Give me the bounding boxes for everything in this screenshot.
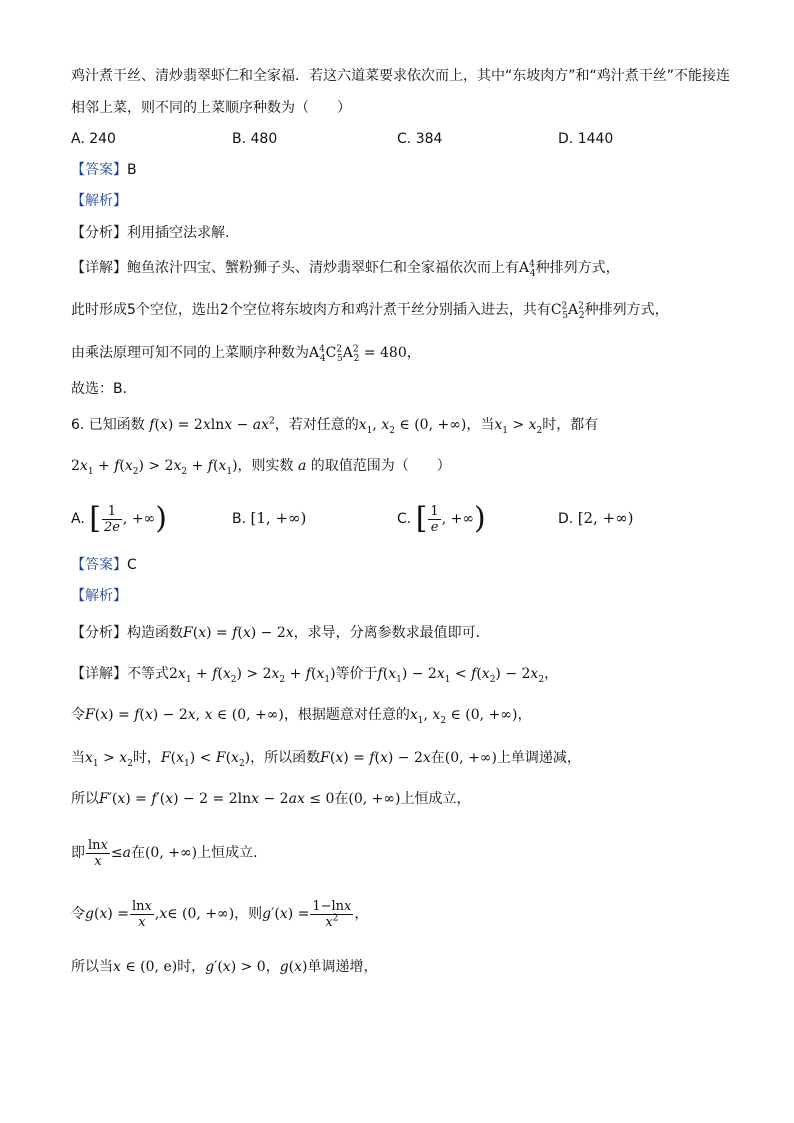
q5-xiangjie-line2: 此时形成5个空位，选出2个空位将东坡肉方和鸡汁煮干丝分别插入进去，共有$C^2_5A^2_2$种排列方式，	[71, 301, 669, 321]
q6-option-a: A. [ $\frac{1}{2e}$ , +∞ )	[71, 501, 167, 536]
q6-xiangjie-line4: 所以F′(x) = f′(x) − 2 = 2lnx − 2ax ≤ 0在(0, +∞)上恒成立，	[71, 791, 471, 807]
q5-option-c: C. 384	[397, 131, 443, 147]
q5-xiangjie-line3: 由乘法原理可知不同的上菜顺序种数为$A^4_4C^2_5A^2_2 = 480$，	[71, 344, 421, 364]
q6-xiangjie-line5: 即 $\frac{\ln x}{x}$ ≤ a 在 (0, +∞) 上恒成立．	[71, 837, 268, 869]
q6-stem-line2: $2x_1 + f(x_2) > 2x_2 + f(x_1)$，则实数 a 的取值范围为（ ）	[71, 458, 451, 477]
q5-stem-line2: 相邻上菜，则不同的上菜顺序种数为（ ）	[71, 100, 351, 116]
q5-option-a: A. 240	[71, 131, 116, 147]
q6-xiangjie-line7: 所以当x ∈ (0, e)时，g′(x) > 0，g(x)单调递增，	[71, 959, 378, 975]
q5-answer: 【答案】B	[71, 162, 137, 178]
q6-option-d: D. [2, +∞)	[558, 509, 634, 527]
q5-option-b: B. 480	[232, 131, 278, 147]
q5-option-d: D. 1440	[558, 131, 614, 147]
q5-stem-line1: 鸡汁煮干丝、清炒翡翠虾仁和全家福．若这六道菜要求依次而上，其中“东坡肉方”和“鸡汁煮干丝”不能接连	[71, 68, 731, 84]
q6-xiangjie-line2: 令F(x) = f(x) − 2x, x ∈ (0, +∞)，根据题意对任意的$x_1$, $x_2$ ∈ (0, +∞)，	[71, 707, 532, 726]
q6-fenxi: 【分析】构造函数F(x) = f(x) − 2x，求导，分离参数求最值即可．	[71, 625, 490, 641]
q6-option-c: C. [ $\frac{1}{e}$ , +∞ )	[397, 501, 486, 536]
q5-xiangjie-line1: 【详解】鲍鱼浓汁四宝、蟹粉狮子头、清炒翡翠虾仁和全家福依次而上有$A^4_4$种排列方式，	[71, 259, 620, 279]
q6-option-b: B. [1, +∞)	[232, 509, 307, 527]
q6-answer: 【答案】C	[71, 557, 137, 573]
q5-conclusion: 故选：B．	[71, 381, 137, 397]
q6-xiangjie-line3: 当$x_1 > x_2$时，$F(x_1) < F(x_2)$，所以函数F(x) = f(x) − 2x在(0, +∞)上单调递减，	[71, 750, 581, 769]
q6-xiangjie-line1: 【详解】不等式$2x_1 + f(x_2) > 2x_2 + f(x_1)$等价于$f(x_1) - 2x_1 < f(x_2) - 2x_2$，	[71, 666, 559, 685]
q5-analysis-tag: 【解析】	[71, 193, 127, 209]
q5-fenxi: 【分析】利用插空法求解．	[71, 225, 239, 241]
q6-analysis-tag: 【解析】	[71, 588, 127, 604]
q6-stem-line1: 6. 已知函数 $f(x) = 2xlnx - ax^2$，若对任意的$x_1$, $x_2$ ∈ (0, +∞)，当$x_1 > x_2$时，都有	[71, 416, 599, 436]
q6-xiangjie-line6: 令 g ( x ) = $\frac{\ln x}{x}$ , x ∈ (0, +∞) ，则 g ′( x ) = $\frac{1-\ln x}{x^2}$ ，	[71, 898, 369, 930]
